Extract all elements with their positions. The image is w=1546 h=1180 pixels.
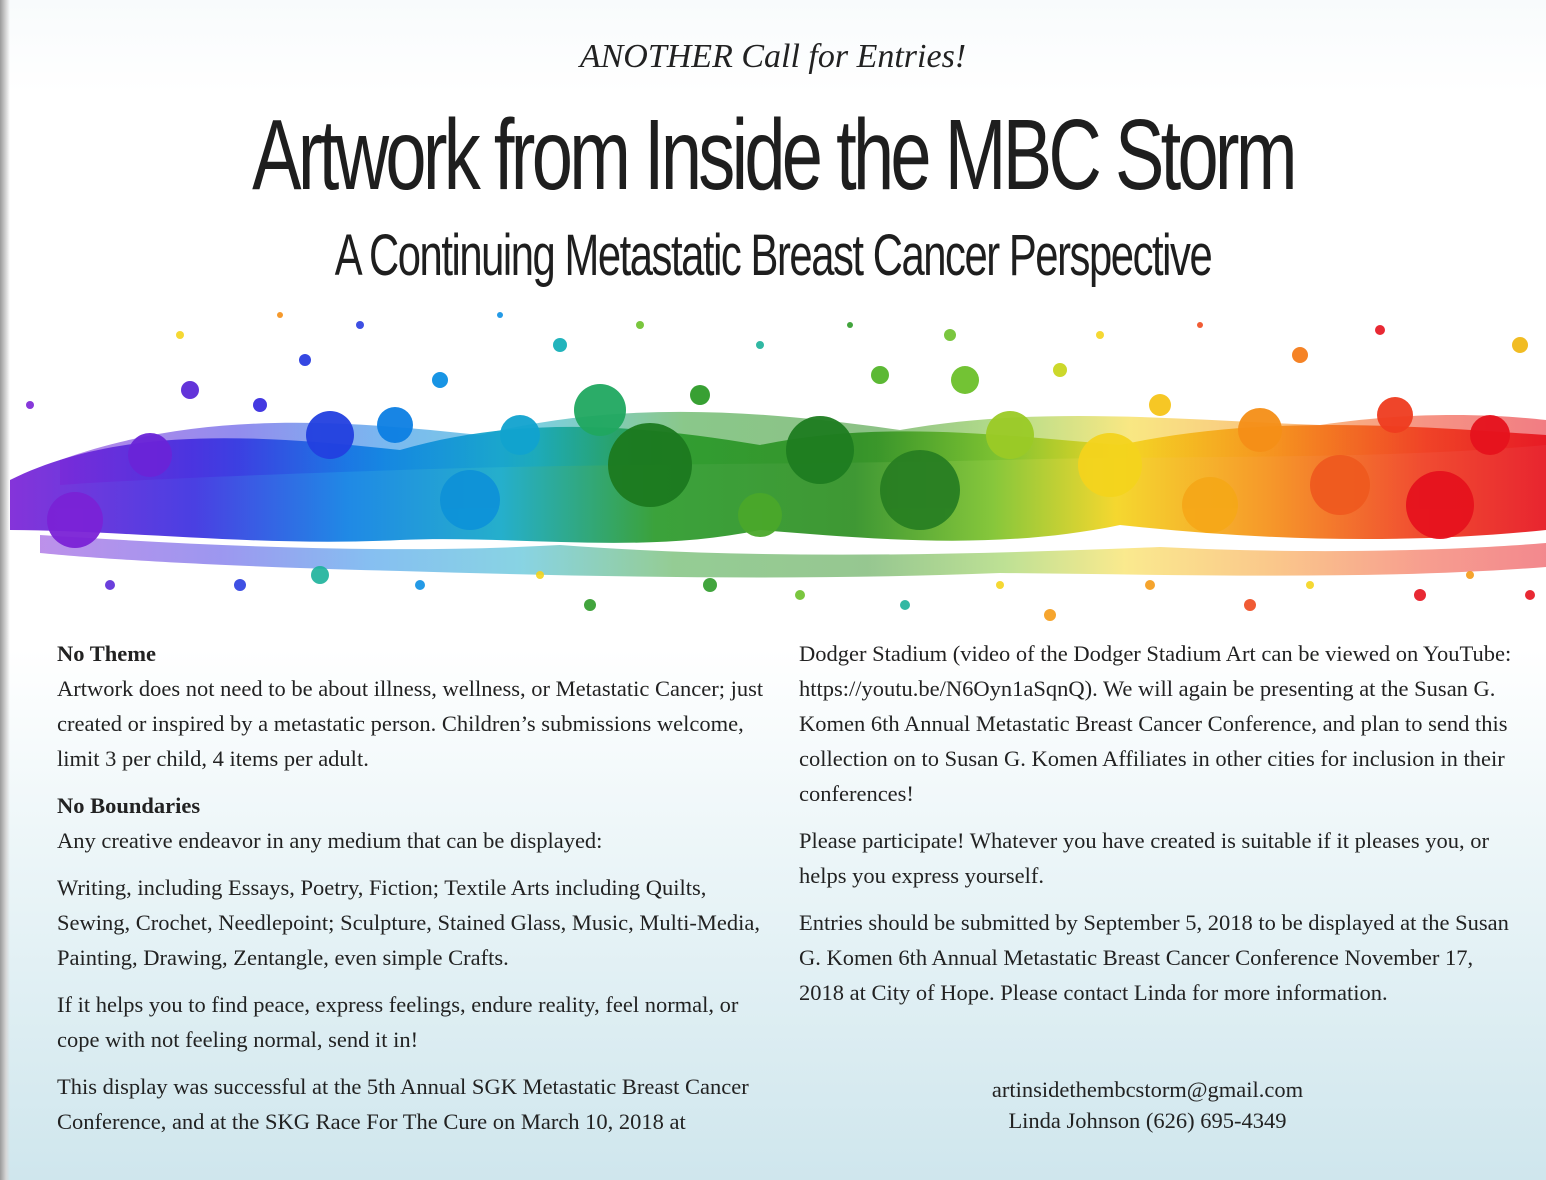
flyer-title: Artwork from Inside the MBC Storm: [252, 99, 1294, 211]
flyer-subtitle: A Continuing Metastatic Breast Cancer Perspective: [334, 223, 1212, 288]
history-paragraph: This display was successful at the 5th Annual SGK Metastatic Breast Cancer Conference, and at the SKG Race For The Cure on March 10, 2018 at: [57, 1074, 749, 1134]
participate-paragraph: Please participate! Whatever you have created is suitable if it pleases you, or helps you express yourself.: [799, 828, 1489, 888]
deadline-paragraph: Entries should be submitted by September 5, 2018 to be displayed at the Susan G. Komen 6th Annual Metastatic Breast Cancer Conference November 17, 2018 at City of Hope. Please contact Linda for more information.: [799, 910, 1509, 1005]
call-for-entries-kicker: ANOTHER Call for Entries!: [579, 38, 967, 75]
no-theme-heading: No Theme: [57, 641, 156, 666]
mediums-paragraph: Writing, including Essays, Poetry, Fiction; Textile Arts including Quilts, Sewing, Crochet, Needlepoint; Sculpture, Stained Glass, Music, Multi-Media, Painting, Drawing, Zentangle, even simple Crafts.: [57, 875, 761, 970]
no-boundaries-paragraph: Any creative endeavor in any medium that can be displayed:: [57, 828, 603, 853]
send-it-paragraph: If it helps you to find peace, express feelings, endure reality, feel normal, or cope with not feeling normal, send it in!: [57, 992, 739, 1052]
contact-name-phone: Linda Johnson (626) 695-4349: [1008, 1108, 1287, 1133]
contact-block: [900, 1074, 1395, 1136]
no-theme-paragraph: Artwork does not need to be about illness, wellness, or Metastatic Cancer; just created or inspired by a metastatic person. Children’s submissions welcome, limit 3 per child, 4 items per adult.: [57, 676, 764, 771]
left-text-column: [57, 636, 777, 1151]
right-text-column: [799, 636, 1519, 1022]
no-boundaries-heading: No Boundaries: [57, 793, 201, 818]
contact-email: artinsidethembcstorm@gmail.com: [991, 1077, 1304, 1102]
rainbow-paint-splatter-icon: [0, 285, 1546, 645]
history-continued-paragraph: Dodger Stadium (video of the Dodger Stadium Art can be viewed on YouTube: https://youtu.be/N6Oyn1aSqnQ). We will again be presenting at the Susan G. Komen 6th Annual Metastatic Breast Cancer Conference, and plan to send this collection on to Susan G. Komen Affiliates in other cities for inclusion in their conferences!: [799, 641, 1512, 806]
